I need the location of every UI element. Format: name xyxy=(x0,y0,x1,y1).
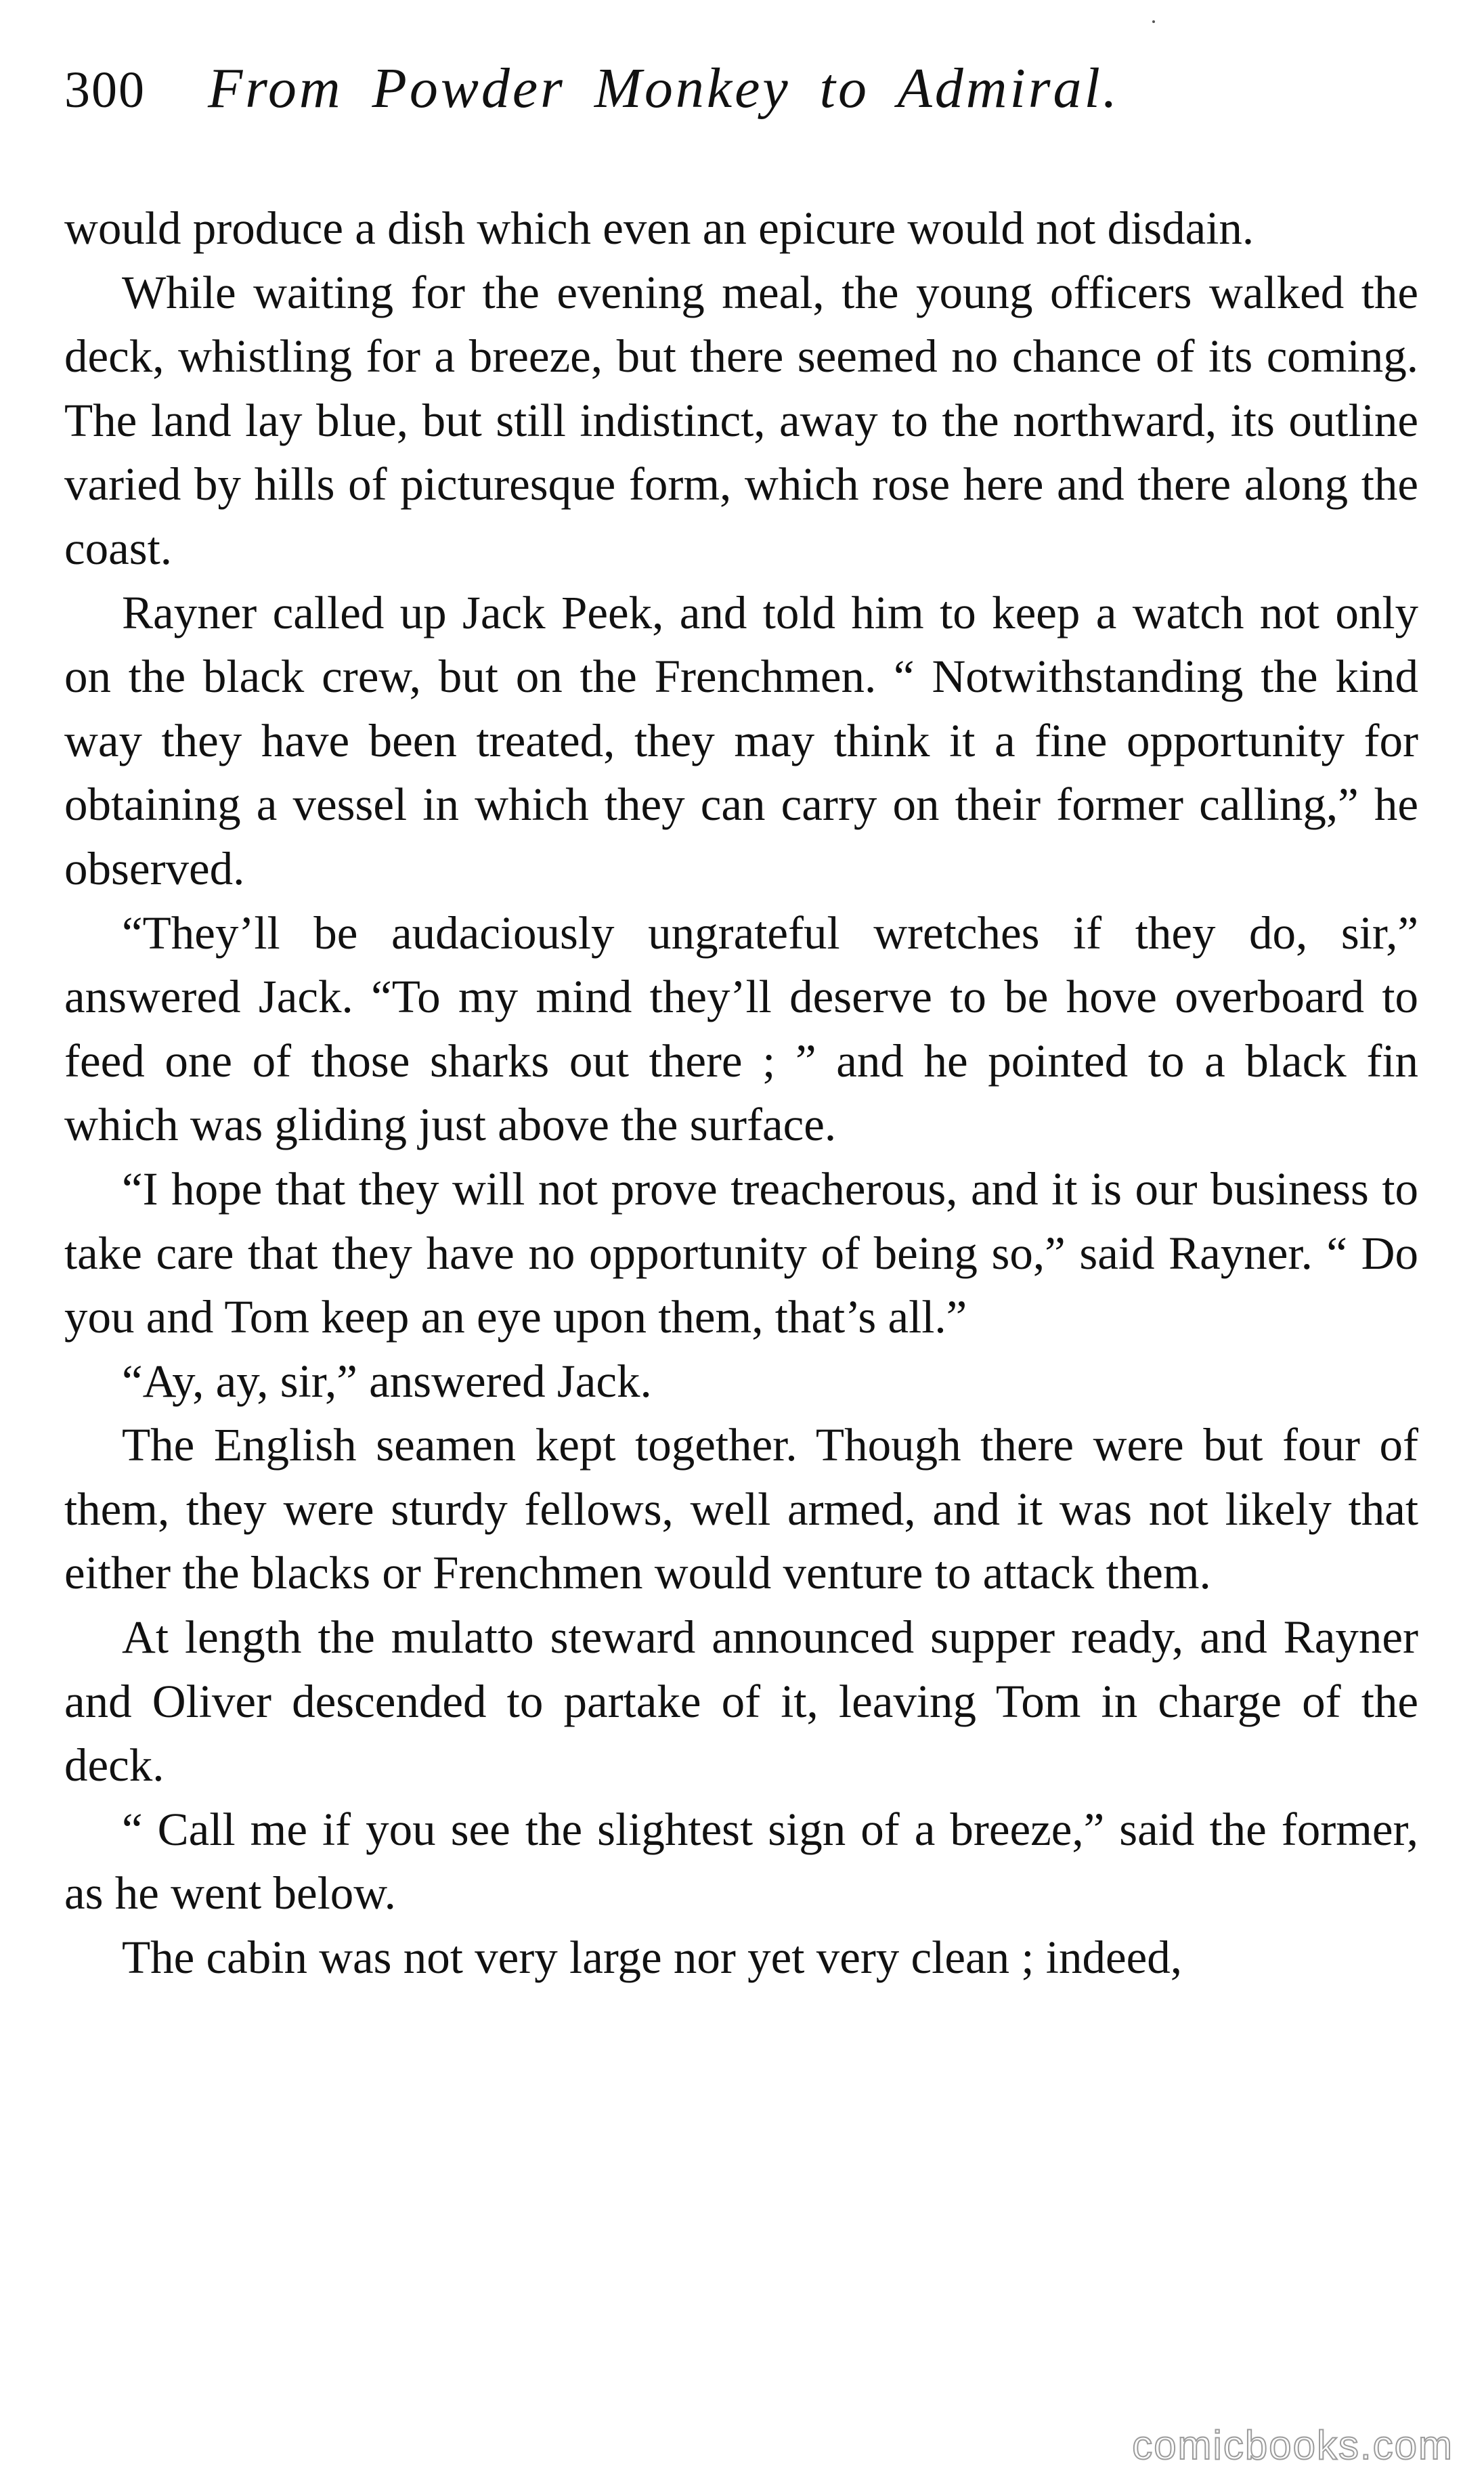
page-number: 300 xyxy=(64,62,146,118)
paragraph: “They’ll be audaciously ungrateful wretches if they do, sir,” answered Jack. “To my mind they’ll deserve to be hove overboard to feed one of those sharks out there ; ” and he pointed to a black fin which was gliding just above the surface. xyxy=(64,907,1418,1151)
paragraph: The cabin was not very large nor yet very clean ; indeed, xyxy=(122,1932,1182,1984)
watermark: comicbooks.com xyxy=(1132,2422,1454,2468)
paragraph: While waiting for the evening meal, the young officers walked the deck, whistling for a breeze, but there seemed no chance of its coming. The land lay blue, but still indistinct, away to the northward, its outline varied by hills of picturesque form, which rose here and there along the coast. xyxy=(64,266,1418,574)
running-head xyxy=(64,56,1405,157)
paragraph: “Ay, ay, sir,” answered Jack. xyxy=(122,1355,652,1407)
paragraph: Rayner called up Jack Peek, and told him to keep a watch not only on the black crew, but on the Frenchmen. “ Notwithstanding the kind way they have been treated, they may think it a fine opportunity for obtaining a vessel in which they can carry on their former calling,” he observed. xyxy=(64,586,1418,894)
paragraph: At length the mulatto steward announced supper ready, and Rayner and Oliver descended to partake of it, leaving Tom in charge of the deck. xyxy=(64,1611,1418,1791)
paragraph: “I hope that they will not prove treacherous, and it is our business to take care that they have no opportunity of being so,” said Rayner. “ Do you and Tom keep an eye upon them, that’s all.” xyxy=(64,1162,1418,1343)
paragraph: “ Call me if you see the slightest sign of a breeze,” said the former, as he went below. xyxy=(64,1803,1418,1919)
paragraph: would produce a dish which even an epicure would not disdain. xyxy=(64,202,1254,254)
running-title: From Powder Monkey to Admiral. xyxy=(208,57,1120,120)
body-text xyxy=(64,196,1418,1990)
paragraph: The English seamen kept together. Though there were but four of them, they were sturdy fellows, well armed, and it was not likely that either the blacks or Frenchmen would venture to attack them. xyxy=(64,1419,1418,1599)
print-speck xyxy=(1152,20,1155,23)
